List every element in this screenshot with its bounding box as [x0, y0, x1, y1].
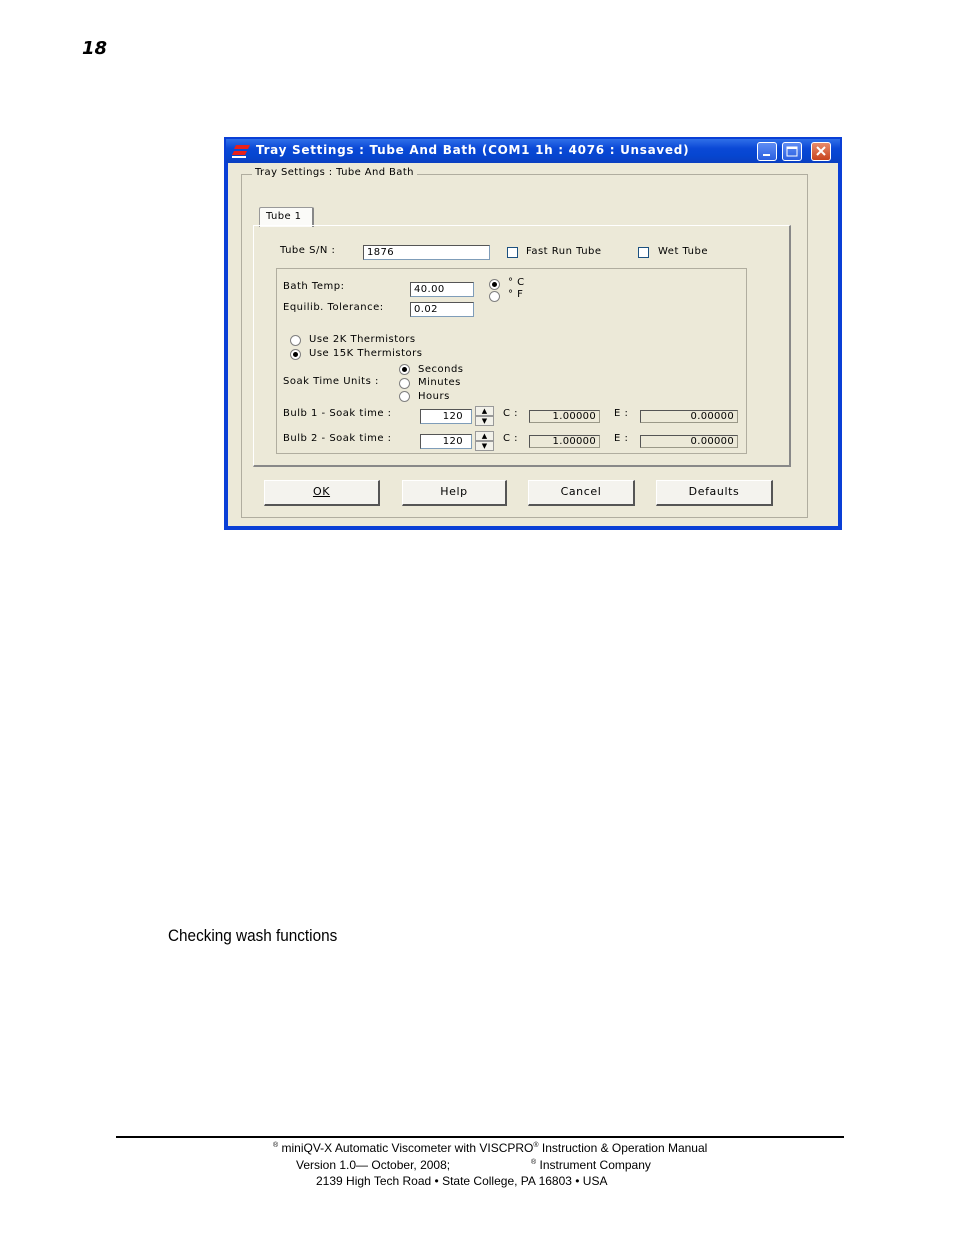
- minimize-icon: [758, 143, 776, 160]
- temp-unit-f-radio[interactable]: [489, 291, 500, 302]
- help-button-label: Help: [440, 485, 468, 498]
- footer-line-2-b: Instrument Company: [536, 1158, 651, 1172]
- page-number: 18: [82, 38, 108, 59]
- footer-line-1-a: miniQV-X Automatic Viscometer with VISCPRO: [278, 1141, 534, 1155]
- window-title: Tray Settings : Tube And Bath (COM1 1h : 4076 : Unsaved): [256, 143, 690, 157]
- bulb1-e-value: 0.00000: [640, 410, 738, 423]
- ok-button-label: OK: [312, 485, 331, 498]
- bulb1-c-label: C :: [503, 408, 519, 419]
- soak-time-units-label: Soak Time Units :: [283, 376, 379, 387]
- tube-sn-label: Tube S/N :: [280, 245, 336, 256]
- bulb1-soak-spinner[interactable]: [475, 406, 494, 427]
- tube-sn-input[interactable]: 1876: [363, 245, 490, 260]
- thermistor-15k-radio[interactable]: [290, 349, 301, 360]
- cancel-button-label: Cancel: [560, 485, 602, 498]
- footer-line-1: [273, 1141, 707, 1155]
- defaults-button-label: Defaults: [688, 485, 740, 498]
- spin-down-icon[interactable]: ▼: [475, 441, 494, 451]
- section-heading: Checking wash functions: [168, 926, 338, 945]
- bulb2-e-value: 0.00000: [640, 435, 738, 448]
- bulb2-soak-label: Bulb 2 - Soak time :: [283, 433, 392, 444]
- bulb1-c-value: 1.00000: [529, 410, 600, 423]
- soak-minutes-label: Minutes: [418, 377, 461, 388]
- registered-mark: ®: [533, 1142, 539, 1149]
- soak-seconds-radio[interactable]: [399, 364, 410, 375]
- bulb1-soak-label: Bulb 1 - Soak time :: [283, 408, 392, 419]
- temp-unit-c-radio[interactable]: [489, 279, 500, 290]
- help-button[interactable]: [402, 480, 507, 506]
- soak-hours-label: Hours: [418, 391, 450, 402]
- dialog-client-area: [228, 163, 838, 526]
- maximize-button[interactable]: [782, 142, 802, 161]
- thermistor-15k-label: Use 15K Thermistors: [309, 348, 423, 359]
- soak-hours-radio[interactable]: [399, 391, 410, 402]
- footer-line-2-right: [531, 1158, 651, 1172]
- bulb2-c-value: 1.00000: [529, 435, 600, 448]
- registered-mark: ®: [531, 1159, 537, 1166]
- bulb2-soak-spinner[interactable]: [475, 431, 494, 452]
- bath-temp-label: Bath Temp:: [283, 281, 345, 292]
- tab-tube-1[interactable]: [259, 207, 314, 227]
- thermistor-2k-radio[interactable]: [290, 335, 301, 346]
- bulb1-soak-input[interactable]: 120: [420, 409, 472, 424]
- footer-line-3: 2139 High Tech Road • State College, PA 16803 • USA: [316, 1174, 608, 1188]
- defaults-button[interactable]: [656, 480, 773, 506]
- group-label: Tray Settings : Tube And Bath: [252, 167, 417, 178]
- footer-rule: [116, 1136, 844, 1138]
- footer-line-2-left: Version 1.0— October, 2008;: [296, 1158, 451, 1172]
- spin-down-icon[interactable]: ▼: [475, 416, 494, 426]
- maximize-icon: [783, 143, 801, 160]
- temp-unit-c-label: ° C: [508, 277, 525, 288]
- soak-minutes-radio[interactable]: [399, 378, 410, 389]
- app-icon: [232, 144, 250, 158]
- equilib-tolerance-input[interactable]: 0.02: [410, 302, 474, 317]
- footer-line-1-b: Instruction & Operation Manual: [538, 1141, 708, 1155]
- window-titlebar[interactable]: [226, 139, 840, 163]
- bulb1-e-label: E :: [614, 408, 629, 419]
- bulb2-soak-input[interactable]: 120: [420, 434, 472, 449]
- spin-up-icon[interactable]: ▲: [475, 431, 494, 441]
- temp-unit-f-label: ° F: [508, 289, 524, 300]
- equilib-tolerance-label: Equilib. Tolerance:: [283, 302, 384, 313]
- soak-seconds-label: Seconds: [418, 364, 464, 375]
- fast-run-tube-checkbox[interactable]: [507, 247, 518, 258]
- ok-button[interactable]: [264, 480, 380, 506]
- thermistor-2k-label: Use 2K Thermistors: [309, 334, 416, 345]
- registered-mark: ®: [273, 1142, 279, 1149]
- cancel-button[interactable]: [528, 480, 635, 506]
- close-button[interactable]: [811, 142, 831, 161]
- bath-temp-input[interactable]: 40.00: [410, 282, 474, 297]
- bulb2-c-label: C :: [503, 433, 519, 444]
- wet-tube-label: Wet Tube: [658, 246, 708, 257]
- bulb2-e-label: E :: [614, 433, 629, 444]
- tray-settings-window: [224, 137, 842, 530]
- close-icon: [812, 143, 830, 160]
- tab-label: Tube 1: [266, 211, 302, 222]
- wet-tube-checkbox[interactable]: [638, 247, 649, 258]
- fast-run-tube-label: Fast Run Tube: [526, 246, 602, 257]
- minimize-button[interactable]: [757, 142, 777, 161]
- spin-up-icon[interactable]: ▲: [475, 406, 494, 416]
